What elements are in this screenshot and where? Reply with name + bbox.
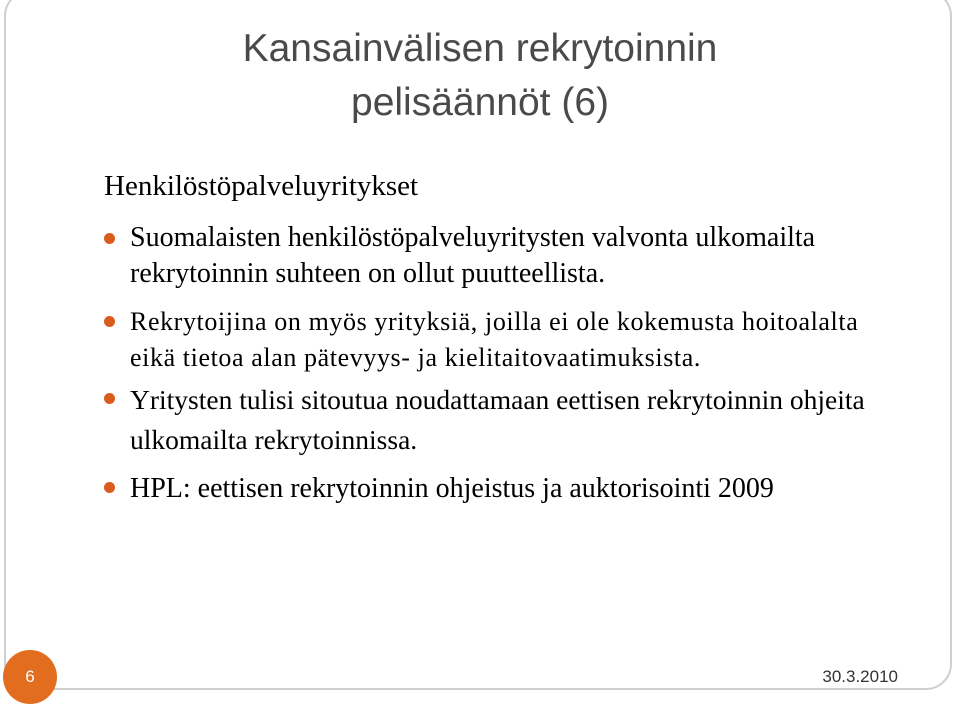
bullet-icon [104, 316, 115, 327]
bullet-text: HPL: eettisen rekrytoinnin ohjeistus ja auktorisointi 2009 [130, 473, 774, 504]
bullet-icon [104, 233, 115, 244]
bullet-item [104, 220, 904, 292]
bullet-icon [104, 393, 115, 404]
bullet-item [104, 468, 904, 510]
slide-title-line-1: Kansainvälisen rekrytoinnin [242, 27, 718, 70]
slide-number: 6 [25, 667, 35, 686]
bullet-text: Yritysten tulisi sitoutua noudattamaan eettisen rekrytoinnin ohjeita ulkomailta rekrytoinnissa. [130, 384, 865, 455]
bullet-item [104, 380, 904, 460]
slide-title-line-2: pelisäännöt (6) [351, 81, 609, 124]
section-heading: Henkilöstöpalveluyritykset [104, 170, 419, 202]
slide-date: 30.3.2010 [822, 667, 898, 686]
slide-title [120, 22, 840, 130]
bullet-list [104, 220, 904, 510]
slide-number-badge [3, 650, 57, 704]
bullet-item [104, 304, 904, 376]
bullet-text: Suomalaisten henkilöstöpalveluyritysten valvonta ulkomailta rekrytoinnin suhteen on ollut puutteellista. [130, 222, 816, 289]
bullet-icon [104, 482, 115, 493]
bullet-text: Rekrytoijina on myös yrityksiä, joilla ei ole kokemusta hoitoalalta eikä tietoa alan pätevyys- ja kielitaitovaatimuksista. [130, 307, 859, 372]
